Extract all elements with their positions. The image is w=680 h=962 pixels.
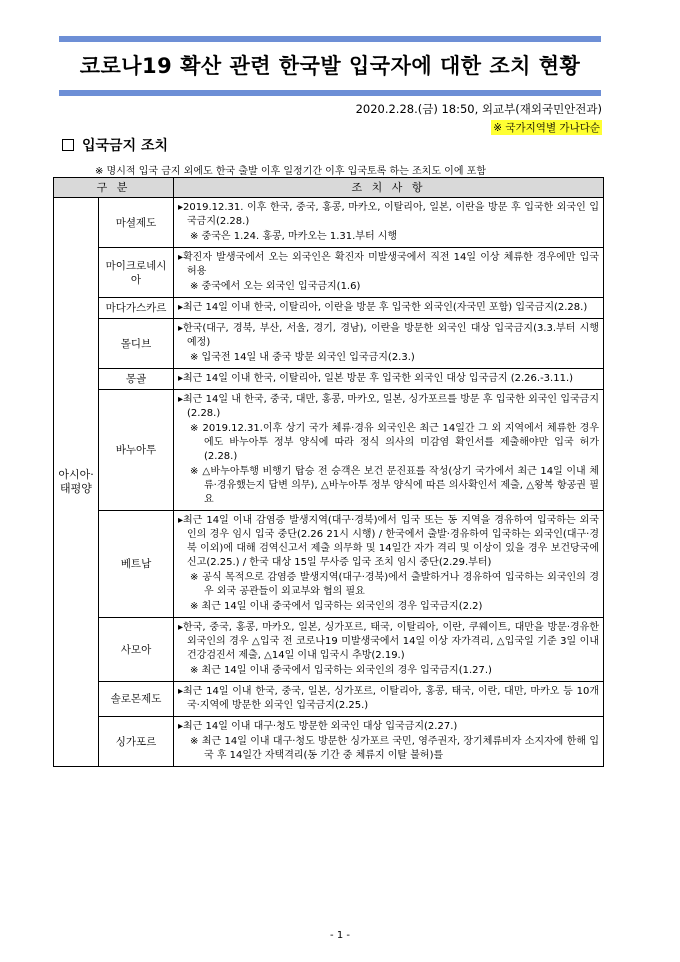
measures-table [53,177,604,767]
table-row [54,369,604,390]
measure-cell [174,618,604,682]
measure-cell [174,511,604,618]
measure-item: ▸최근 14일 이내 감염증 발생지역(대구·경북)에서 입국 또는 동 지역을 경유하여 입국하는 외국인의 경우 임시 입국 중단(2.26 21시 시행) / 한국에서 출발·경유하여 입국하는 외국인(대구·경북 이외)에 대해 검역신고서 제출 의무화 및 14일간 자가 격리 및 이상이 있을 경우 보건당국에 신고(2.25.) / 한국 대상 15일 무사증 입국 조치 임시 중단(2.29.부터) [178,515,599,568]
table-row [54,298,604,319]
measure-cell [174,682,604,717]
section-title: 입국금지 조치 [82,138,169,154]
measure-cell [174,390,604,511]
header-category: 구 분 [54,178,174,198]
order-note: ※ 국가지역별 가나다순 [493,122,600,134]
measure-subnote: ※ 공식 목적으로 감염증 발생지역(대구·경북)에서 출발하거나 경유하여 입국하는 외국인의 경우 외국 공관들이 외교부와 협의 필요 [190,572,599,597]
date-line: 2020.2.28.(금) 18:50, 외교부(재외국민안전과) [355,102,602,116]
measure-cell [174,717,604,767]
country-cell: 바누아투 [99,390,174,511]
table-row [54,319,604,369]
country-cell: 마셜제도 [99,198,174,248]
measure-item: ▸한국, 중국, 홍콩, 마카오, 일본, 싱가포르, 태국, 이탈리아, 이란, 쿠웨이트, 대만을 방문·경유한 외국인의 경우 △입국 전 코로나19 미발생국에서 14일 이상 자가격리, △입국일 기준 3일 이내 건강검진서 제출, △14일 이내 입국시 추방(2.19.) [178,622,599,661]
country-cell: 마다가스카르 [99,298,174,319]
measure-subnote: ※ 최근 14일 이내 중국에서 입국하는 외국인의 경우 입국금지(1.27.) [190,665,492,676]
measure-cell [174,248,604,298]
title-bottom-bar [59,90,601,96]
table-header-row [54,178,604,198]
measure-cell [174,369,604,390]
country-cell: 마이크로네시아 [99,248,174,298]
country-cell: 솔로몬제도 [99,682,174,717]
page-title: 코로나19 확산 관련 한국발 입국자에 대한 조치 현황 [79,54,581,78]
measure-item: ▸한국(대구, 경북, 부산, 서울, 경기, 경남), 이란을 방문한 외국인 대상 입국금지(3.3.부터 시행 예정) [178,323,599,348]
section-heading [62,135,168,155]
measure-item: ▸최근 14일 이내 한국, 중국, 일본, 싱가포르, 이탈리아, 홍콩, 태국, 이란, 대만, 마카오 등 10개국·지역에 방문한 외국인 입국금지(2.25.) [178,686,599,711]
measure-subnote: ※ 최근 14일 이내 중국에서 입국하는 외국인의 경우 입국금지(2.2) [190,601,483,612]
checkbox-icon [62,139,74,151]
country-cell: 몽골 [99,369,174,390]
page-number: - 1 - [330,930,350,941]
header-measures: 조 치 사 항 [174,178,604,198]
measure-item: ▸2019.12.31. 이후 한국, 중국, 홍콩, 마카오, 이탈리아, 일본, 이란을 방문 후 입국한 외국인 입국금지(2.28.) [178,202,599,227]
measure-subnote: ※ 2019.12.31.이후 상기 국가 체류·경유 외국인은 최근 14일간 그 외 지역에서 체류한 경우에도 바누아투 정부 양식에 따라 정식 의사의 미감염 확인서를 제출해야만 입국 허가(2.28.) [190,423,599,462]
sub-note: ※ 명시적 입국 금지 외에도 한국 출발 이후 일정기간 이후 입국토록 하는 조치도 이에 포함 [95,166,486,177]
table-body [54,198,604,767]
table-row [54,248,604,298]
country-cell: 사모아 [99,618,174,682]
table-row [54,390,604,511]
measure-subnote: ※ 최근 14일 이내 대구·청도 방문한 싱가포르 국민, 영주권자, 장기체류비자 소지자에 한해 입국 후 14일간 자택격리(동 기간 중 체류지 이탈 불허)를 [190,736,599,761]
country-cell: 베트남 [99,511,174,618]
measure-item: ▸최근 14일 이내 한국, 이탈리아, 일본 방문 후 입국한 외국인 대상 입국금지 (2.26.-3.11.) [178,373,574,384]
measure-subnote: ※ 중국은 1.24. 홍콩, 마카오는 1.31.부터 시행 [190,231,398,242]
measure-cell [174,198,604,248]
table-row [54,618,604,682]
measure-cell [174,298,604,319]
country-cell: 싱가포르 [99,717,174,767]
table-row [54,717,604,767]
measure-cell [174,319,604,369]
measure-item: ▸최근 14일 이내 대구·청도 방문한 외국인 대상 입국금지(2.27.) [178,721,458,732]
title-top-bar [59,36,601,42]
table-row [54,198,604,248]
measure-subnote: ※ △바누아투행 비행기 탑승 전 승객은 보건 문진표를 작성(상기 국가에서 최근 14일 이내 체류·경유했는지 답변 의무), △바누아투 정부 양식에 따른 의사확인서 제출, △왕복 항공권 필요 [190,466,599,505]
region-cell: 아시아·태평양 [54,198,99,767]
country-cell: 몰디브 [99,319,174,369]
measure-item: ▸최근 14일 내 한국, 중국, 대만, 홍콩, 마카오, 일본, 싱가포르를 방문 후 입국한 외국인 입국금지(2.28.) [178,394,599,419]
measure-subnote: ※ 입국전 14일 내 중국 방문 외국인 입국금지(2.3.) [190,352,415,363]
measure-item: ▸확진자 발생국에서 오는 외국인은 확진자 미발생국에서 직전 14일 이상 체류한 경우에만 입국 허용 [178,252,599,277]
table-row [54,511,604,618]
table-row [54,682,604,717]
measure-item: ▸최근 14일 이내 한국, 이탈리아, 이란을 방문 후 입국한 외국인(자국민 포함) 입국금지(2.28.) [178,302,588,313]
measure-subnote: ※ 중국에서 오는 외국인 입국금지(1.6) [190,281,361,292]
